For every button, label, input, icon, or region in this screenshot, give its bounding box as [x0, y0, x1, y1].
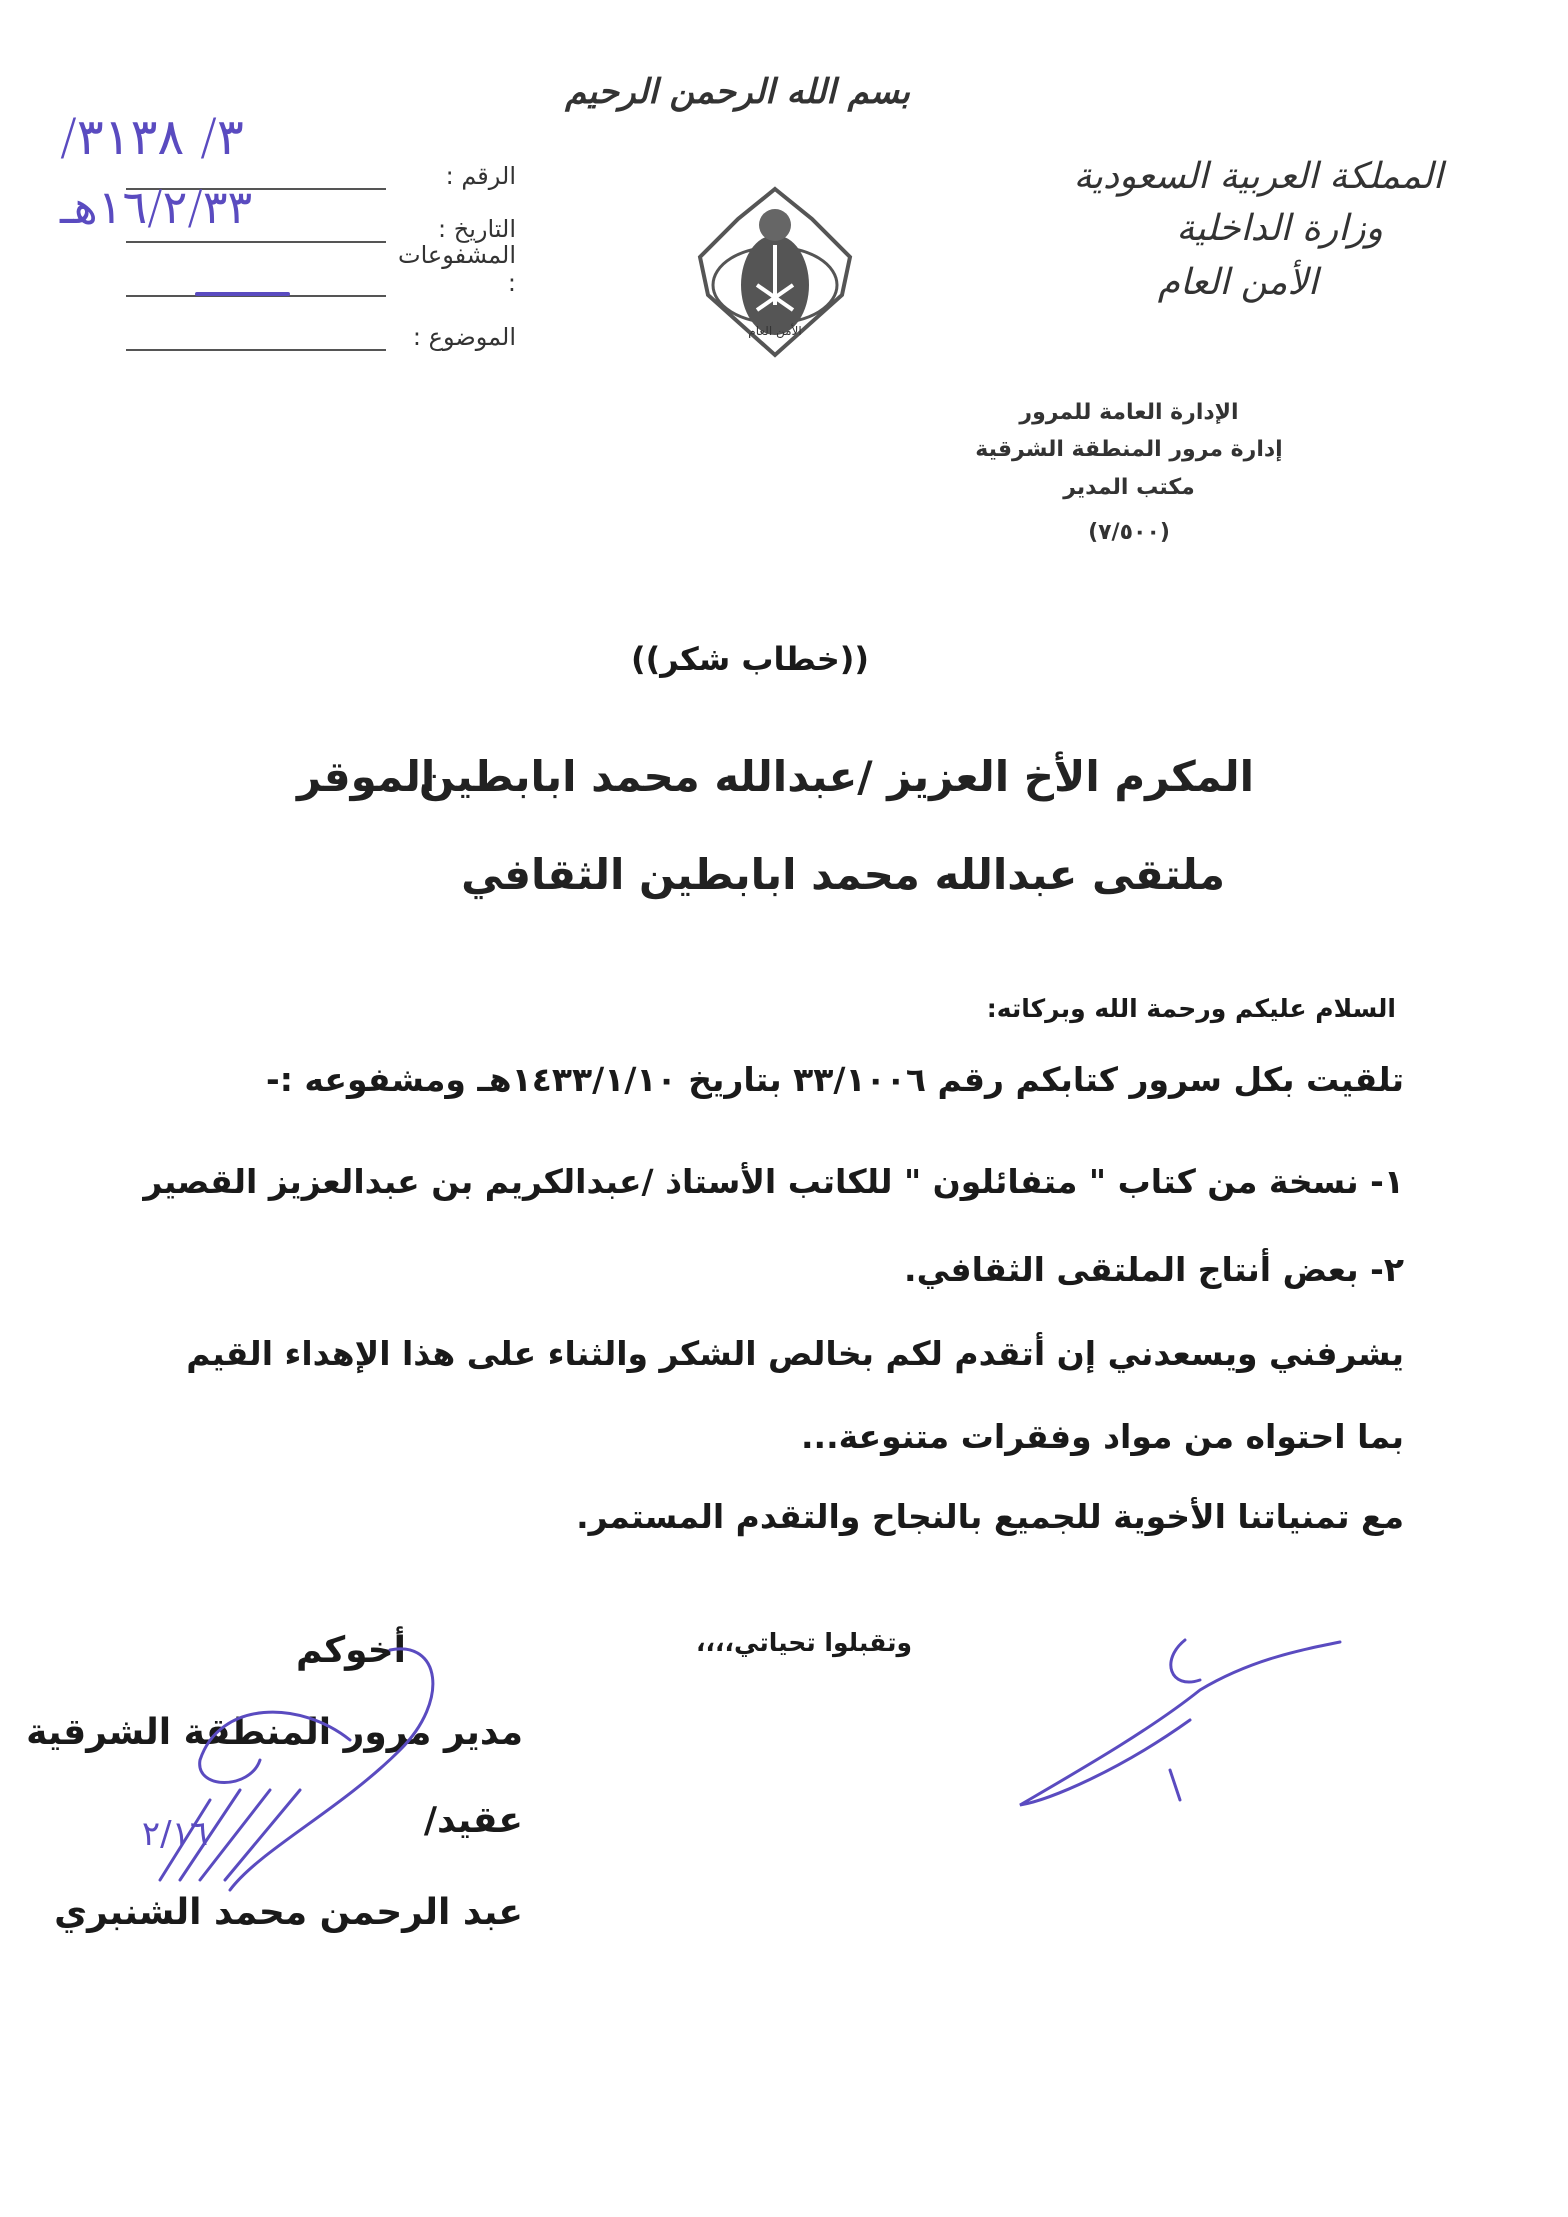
department-line3: مكتب المدير: [1063, 475, 1195, 500]
closing: وتقبلوا تحياتي،،،،: [696, 1628, 912, 1657]
basmala: بسم الله الرحمن الرحيم: [565, 72, 910, 112]
ministry-name: وزارة الداخلية: [1176, 208, 1383, 249]
signature-line1: أخوكم: [295, 1630, 406, 1671]
initials-signature: [1020, 1640, 1340, 1805]
body-line: ٢- بعض أنتاج الملتقى الثقافي.: [904, 1250, 1404, 1289]
emblem-caption: الأمن العام: [748, 324, 802, 338]
greeting: السلام عليكم ورحمة الله وبركاته:: [986, 994, 1396, 1023]
date-label: التاريخ :: [437, 215, 516, 243]
signature-title: مدير مرور المنطقة الشرقية: [26, 1712, 523, 1753]
department-line2: إدارة مرور المنطقة الشرقية: [975, 437, 1283, 462]
body-line: بما احتواه من مواد وفقرات متنوعة...: [801, 1417, 1404, 1456]
body-line: مع تمنياتنا الأخوية للجميع بالنجاح والتقدم المستمر.: [576, 1497, 1404, 1536]
handwritten-number: ٣/ ٣١٣٨/: [60, 108, 244, 166]
signature-name: عبد الرحمن محمد الشنبري: [54, 1892, 523, 1933]
body-line: ١- نسخة من كتاب " متفائلون " للكاتب الأستاذ /عبدالكريم بن عبدالعزيز القصير: [143, 1162, 1404, 1201]
agency-name: الأمن العام: [1157, 262, 1318, 303]
body-line: تلقيت بكل سرور كتابكم رقم ٣٣/١٠٠٦ بتاريخ ١٤٣٣/١/١٠هـ ومشفوعه :-: [266, 1060, 1404, 1099]
number-label: الرقم :: [445, 162, 516, 190]
addressee-line1: المكرم الأخ العزيز /عبدالله محمد ابابطين: [418, 752, 1254, 801]
department-line1: الإدارة العامة للمرور: [1019, 400, 1239, 425]
signature-rank: عقيد/: [423, 1800, 523, 1841]
addressee-honorific: الموقر: [297, 752, 436, 801]
letter-title: ((خطاب شكر)): [630, 640, 870, 678]
addressee-line2: ملتقى عبدالله محمد ابابطين الثقافي: [461, 850, 1225, 899]
handwritten-date: ١٦/٢/٣٣هـ: [60, 180, 253, 234]
subject-label: الموضوع :: [412, 323, 516, 351]
country-name: المملكة العربية السعودية: [1073, 156, 1443, 197]
handwritten-signature-date: ٢/١٦: [141, 1814, 209, 1854]
department-code: (٧/٥٠٠): [1088, 520, 1170, 545]
body-line: يشرفني ويسعدني إن أتقدم لكم بخالص الشكر والثناء على هذا الإهداء القيم: [186, 1334, 1404, 1373]
attachments-label: المشفوعات :: [397, 241, 516, 297]
